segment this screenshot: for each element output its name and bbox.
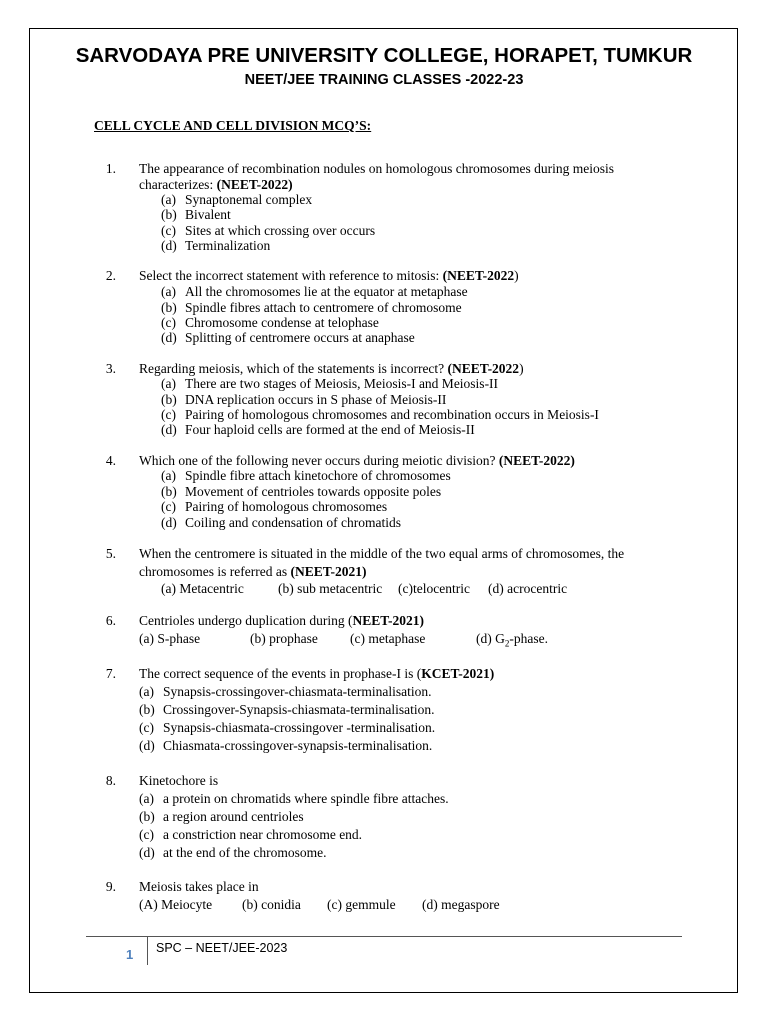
question-number: 8. bbox=[105, 773, 116, 788]
training-subtitle: NEET/JEE TRAINING CLASSES -2022-23 bbox=[244, 72, 524, 88]
exam-tag: NEET-2021) bbox=[352, 613, 424, 628]
option-c: (c) metaphase bbox=[350, 631, 426, 646]
option-text: Terminalization bbox=[185, 238, 271, 253]
option-text: Sites at which crossing over occurs bbox=[185, 223, 376, 238]
question-text: The appearance of recombination nodules on homologous chromosomes during meiosis bbox=[139, 161, 615, 176]
option-b: (b) prophase bbox=[250, 631, 318, 646]
option-text: Crossingover-Synapsis-chiasmata-terminalisation. bbox=[163, 702, 435, 717]
option-label: (c) bbox=[161, 223, 176, 238]
option-d-subscript: 2 bbox=[504, 638, 510, 649]
page-number: 1 bbox=[126, 947, 134, 962]
option-label: (c) bbox=[161, 315, 176, 330]
option-label: (a) bbox=[139, 791, 154, 806]
question-text: chromosomes is referred as bbox=[139, 564, 291, 579]
option-b: (b) sub metacentric bbox=[278, 581, 383, 596]
section-title: CELL CYCLE AND CELL DIVISION MCQ’S: bbox=[94, 118, 372, 133]
option-text: Coiling and condensation of chromatids bbox=[185, 515, 401, 530]
exam-tag: (NEET-2022) bbox=[216, 177, 293, 192]
question-text: Select the incorrect statement with reference to mitosis: bbox=[139, 268, 443, 283]
option-label: (b) bbox=[161, 207, 177, 222]
exam-tag-close: ) bbox=[514, 268, 519, 283]
option-label: (d) bbox=[139, 738, 155, 753]
question-text: Kinetochore is bbox=[139, 773, 219, 788]
exam-tag: KCET-2021) bbox=[421, 666, 495, 681]
footer-divider bbox=[86, 936, 682, 937]
option-label: (d) bbox=[161, 515, 177, 530]
option-text: Synapsis-chiasmata-crossingover -terminalisation. bbox=[163, 720, 436, 735]
footer-separator bbox=[147, 937, 148, 965]
option-label: (a) bbox=[161, 468, 176, 483]
option-text: a protein on chromatids where spindle fibre attaches. bbox=[163, 791, 449, 806]
option-label: (a) bbox=[139, 684, 154, 699]
exam-tag: (NEET-2022) bbox=[498, 453, 575, 468]
question-number: 3. bbox=[105, 361, 116, 376]
option-d: (d) megaspore bbox=[422, 897, 500, 912]
question-number: 7. bbox=[105, 666, 116, 681]
option-d: (d) acrocentric bbox=[488, 581, 568, 596]
option-label: (d) bbox=[161, 422, 177, 437]
option-text: Pairing of homologous chromosomes and recombination occurs in Meiosis-I bbox=[185, 407, 599, 422]
option-label: (b) bbox=[139, 702, 155, 717]
option-label: (c) bbox=[139, 720, 154, 735]
question-text: Regarding meiosis, which of the statements is incorrect? bbox=[139, 361, 448, 376]
option-a: (a) Metacentric bbox=[161, 581, 244, 596]
question-text: When the centromere is situated in the middle of the two equal arms of chromosomes, the bbox=[139, 546, 625, 561]
option-text: a region around centrioles bbox=[163, 809, 304, 824]
question-number: 2. bbox=[105, 268, 116, 283]
option-label: (a) bbox=[161, 376, 176, 391]
option-d-suffix: -phase. bbox=[509, 631, 548, 646]
option-label: (a) bbox=[161, 192, 176, 207]
option-text: Synapsis-crossingover-chiasmata-terminalisation. bbox=[163, 684, 432, 699]
option-c: (c)telocentric bbox=[398, 581, 470, 596]
question-text: Meiosis takes place in bbox=[139, 879, 259, 894]
question-number: 4. bbox=[105, 453, 116, 468]
option-text: Synaptonemal complex bbox=[185, 192, 313, 207]
question-text: Centrioles undergo duplication during ( bbox=[139, 613, 353, 628]
option-label: (c) bbox=[161, 407, 176, 422]
option-text: a constriction near chromosome end. bbox=[163, 827, 363, 842]
question-number: 1. bbox=[105, 161, 116, 176]
option-d bbox=[476, 631, 548, 652]
option-text: Four haploid cells are formed at the end of Meiosis-II bbox=[185, 422, 475, 437]
exam-tag: (NEET-2021) bbox=[290, 564, 367, 579]
option-label: (c) bbox=[161, 499, 176, 514]
option-text: Bivalent bbox=[185, 207, 231, 222]
college-title: SARVODAYA PRE UNIVERSITY COLLEGE, HORAPET, TUMKUR bbox=[75, 44, 693, 67]
option-d-text: (d) G bbox=[476, 631, 505, 646]
option-text: There are two stages of Meiosis, Meiosis-I and Meiosis-II bbox=[185, 376, 499, 391]
exam-tag: (NEET-2022 bbox=[447, 361, 520, 376]
footer-text: SPC – NEET/JEE-2023 bbox=[156, 941, 288, 955]
question-text: characterizes: bbox=[139, 177, 217, 192]
option-text: Movement of centrioles towards opposite poles bbox=[185, 484, 442, 499]
option-label: (d) bbox=[161, 330, 177, 345]
option-text: Spindle fibres attach to centromere of chromosome bbox=[185, 300, 462, 315]
option-label: (d) bbox=[139, 845, 155, 860]
question-number: 9. bbox=[105, 879, 116, 894]
option-a: (A) Meiocyte bbox=[139, 897, 213, 912]
option-label: (b) bbox=[139, 809, 155, 824]
option-text: DNA replication occurs in S phase of Meiosis-II bbox=[185, 392, 447, 407]
option-text: Chiasmata-crossingover-synapsis-terminalisation. bbox=[163, 738, 433, 753]
option-text: Pairing of homologous chromosomes bbox=[185, 499, 388, 514]
option-label: (b) bbox=[161, 300, 177, 315]
option-a: (a) S-phase bbox=[139, 631, 201, 646]
option-text: Spindle fibre attach kinetochore of chromosomes bbox=[185, 468, 451, 483]
option-b: (b) conidia bbox=[242, 897, 301, 912]
question-text: Which one of the following never occurs during meiotic division? bbox=[139, 453, 499, 468]
option-text: Chromosome condense at telophase bbox=[185, 315, 379, 330]
option-label: (a) bbox=[161, 284, 176, 299]
exam-tag: (NEET-2022 bbox=[442, 268, 515, 283]
option-c: (c) gemmule bbox=[327, 897, 396, 912]
question-text: The correct sequence of the events in prophase-I is ( bbox=[139, 666, 422, 681]
option-text: Splitting of centromere occurs at anaphase bbox=[185, 330, 415, 345]
option-label: (c) bbox=[139, 827, 154, 842]
question-number: 6. bbox=[105, 613, 116, 628]
question-number: 5. bbox=[105, 546, 116, 561]
option-label: (b) bbox=[161, 484, 177, 499]
option-label: (d) bbox=[161, 238, 177, 253]
option-text: at the end of the chromosome. bbox=[163, 845, 327, 860]
option-text: All the chromosomes lie at the equator at metaphase bbox=[185, 284, 468, 299]
option-label: (b) bbox=[161, 392, 177, 407]
exam-tag-close: ) bbox=[519, 361, 524, 376]
